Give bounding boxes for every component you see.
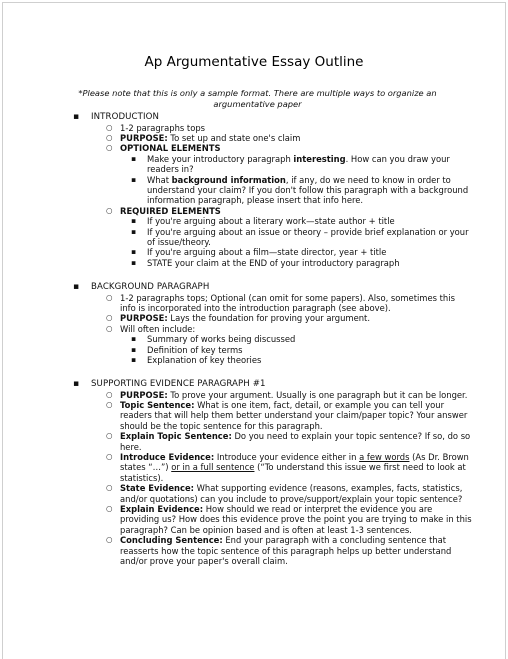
list-item: ○ State Evidence: What supporting evidence (reasons, examples, facts, statistics, and/or quotations) can you include to prove/support/explain your topic sentence?: [106, 483, 463, 504]
list-item: ○ REQUIRED ELEMENTS: [106, 205, 221, 216]
section-introduction: [73, 112, 473, 268]
list-item: ▪ What background information, if any, do we need to know in order to understand your claim? If you don't follow this paragraph with a background information paragraph, please insert that info here.: [131, 174, 469, 206]
list-item: ○ Concluding Sentence: End your paragraph with a concluding sentence that reasserts how the topic sentence of this paragraph helps up better understand and/or prove your paper's overall claim.: [106, 535, 452, 566]
underlined-phrase: or in a full sentence: [171, 462, 255, 473]
underlined-phrase: a few words: [359, 451, 410, 462]
list-item: ▪ STATE your claim at the END of your introductory paragraph: [131, 257, 400, 268]
background-list: [73, 293, 473, 335]
required-elements-list: [120, 216, 473, 268]
list-item: ○ Will often include:: [106, 323, 196, 334]
section-heading: BACKGROUND PARAGRAPH: [91, 282, 210, 292]
list-item: ▪ If you're arguing about a literary work—state author + title: [131, 216, 395, 227]
section-supporting-evidence: [73, 379, 473, 566]
supporting-evidence-list: [73, 390, 473, 567]
list-item: ○ OPTIONAL ELEMENTS: [106, 143, 221, 154]
list-item: ▪ If you're arguing about a film—state director, year + title: [131, 247, 387, 258]
will-often-include-list: [120, 334, 473, 365]
list-item: ○ Explain Topic Sentence: Do you need to explain your topic sentence? If so, do so here.: [106, 431, 471, 452]
list-item: ○ Explain Evidence: How should we read or interpret the evidence you are providing us? How does this evidence prove the point you are trying to make in this paragraph? Can be opinion based and is often at least 1-3 sentences.: [106, 503, 472, 535]
section-background-paragraph: [73, 282, 473, 365]
list-item: ○ PURPOSE: To set up and state one's claim: [106, 132, 301, 143]
intro-list: [73, 123, 473, 154]
sample-format-note: *Please note that this is only a sample format. There are multiple ways to organize an argumentative paper: [78, 88, 437, 109]
optional-elements-list: [120, 154, 473, 206]
list-item: ○ 1-2 paragraphs tops; Optional (can omit for some papers). Also, sometimes this info is incorporated into the introduction paragraph (see above).: [106, 292, 455, 313]
list-item: ▪ If you're arguing about an issue or theory – provide brief explanation or your of issue/theory.: [131, 226, 469, 247]
section-bullet: ▪: [73, 282, 80, 292]
list-item: ○ PURPOSE: To prove your argument. Usually is one paragraph but it can be longer.: [106, 389, 468, 400]
section-bullet: ▪: [73, 112, 80, 122]
list-item: ○ 1-2 paragraphs tops: [106, 122, 205, 133]
section-heading: SUPPORTING EVIDENCE PARAGRAPH #1: [91, 379, 266, 389]
list-item: ○ Introduce Evidence: Introduce your evidence either in a few words (As Dr. Brown states “…”) or in a full sentence (“To understand this issue we first need to look at statistics).: [106, 451, 469, 483]
intro-list-2: [73, 206, 473, 216]
list-item: ○ Topic Sentence: What is one item, fact, detail, or example you can tell your readers that will help them better understand your claim/paper topic? Your answer should be the topic sentence for this paragraph.: [106, 399, 468, 431]
section-heading: INTRODUCTION: [91, 112, 160, 122]
list-item: ▪ Definition of key terms: [131, 344, 243, 355]
list-item: ▪ Summary of works being discussed: [131, 334, 296, 345]
list-item: ▪ Explanation of key theories: [131, 354, 262, 365]
list-item: ○ PURPOSE: Lays the foundation for proving your argument.: [106, 313, 370, 324]
section-bullet: ▪: [73, 379, 80, 389]
list-item: ▪ Make your introductory paragraph interesting. How can you draw your readers in?: [131, 153, 450, 175]
document-title: Ap Argumentative Essay Outline: [144, 54, 364, 70]
